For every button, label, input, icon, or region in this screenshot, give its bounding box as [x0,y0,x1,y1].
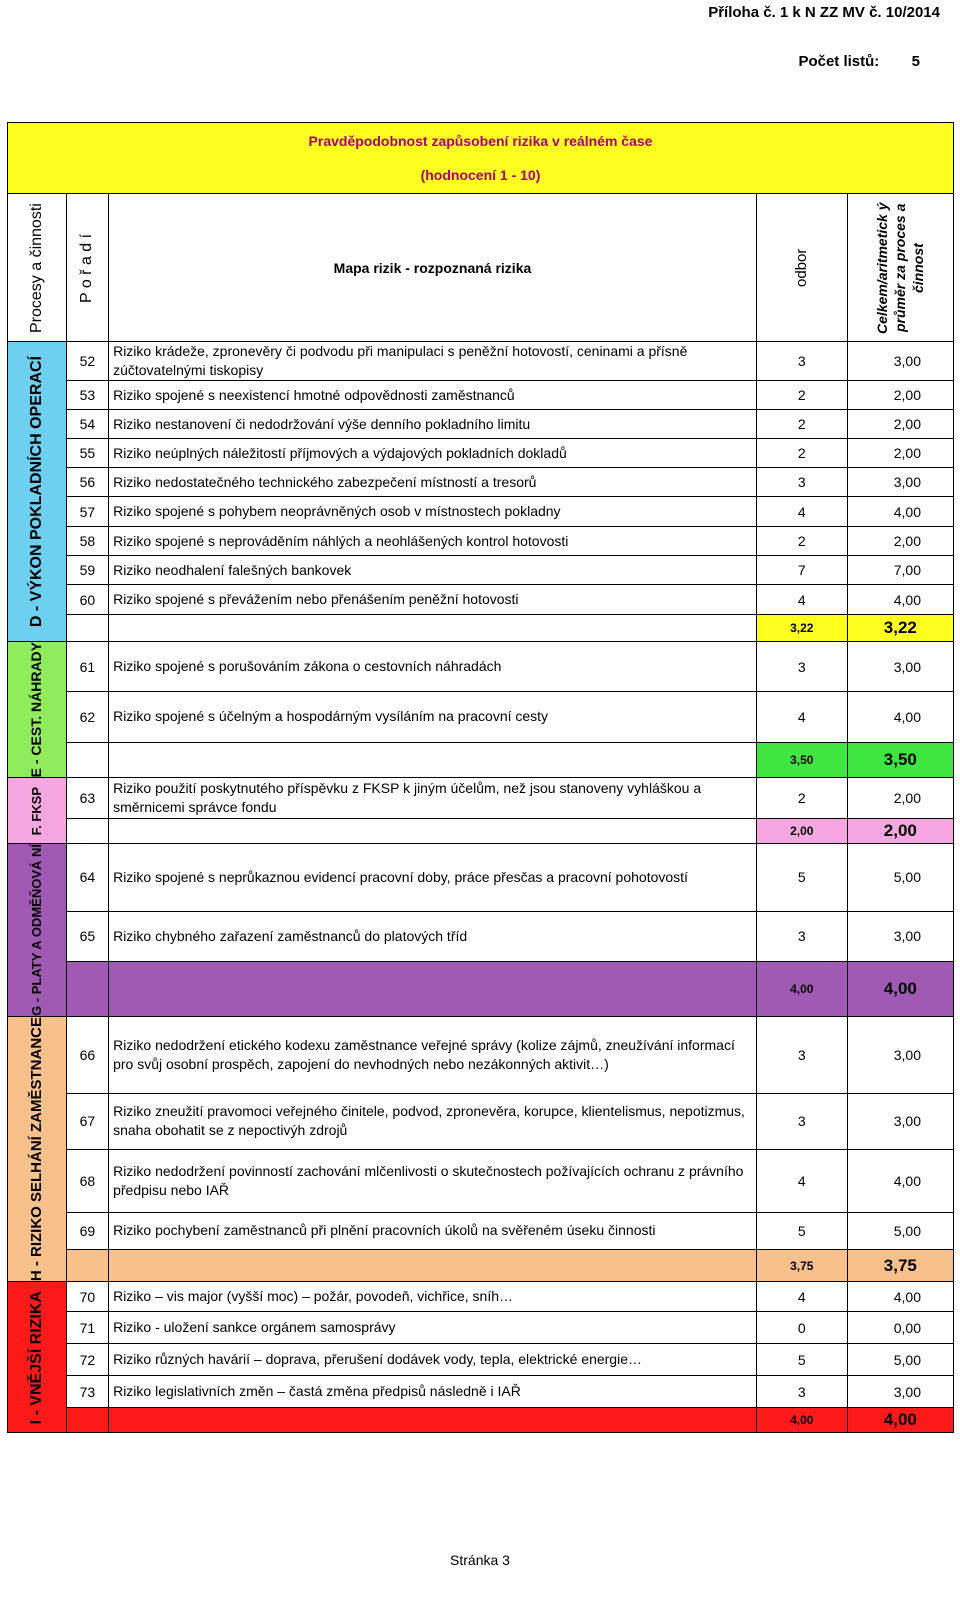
col-header-mapa: Mapa rizik - rozpoznaná rizika [109,194,757,342]
row-number: 52 [66,342,108,381]
row-number: 66 [66,1017,108,1094]
risk-description: Riziko nedodržení povinností zachování mlčenlivosti o skutečnostech požívajících ochranu z právního předpisu nebo IAŘ [109,1149,757,1212]
risk-description: Riziko nestanovení či nedodržování výše denního pokladního limitu [109,410,757,439]
table-row [8,497,954,527]
group-summary-odbor: 2,00 [756,819,847,844]
odbor-value: 3 [756,342,847,381]
celkem-value: 2,00 [847,439,953,468]
group-summary-celkem: 3,22 [847,615,953,642]
row-number: 69 [66,1213,108,1249]
sheet-count-label: Počet listů: [798,53,880,70]
risk-description: Riziko legislativních změn – častá změna předpisů následně i IAŘ [109,1376,757,1408]
row-number: 70 [66,1282,108,1312]
group-summary-celkem: 4,00 [847,961,953,1016]
group-label: H - RIZIKO SELHÁNÍ ZAMĚSTNANCE [8,1017,67,1282]
table-title-line2: (hodnocení 1 - 10) [420,167,541,183]
table-row [8,1093,954,1149]
risk-description: Riziko - uložení sankce orgánem samosprávy [109,1312,757,1344]
col-header-celkem: Celkem/aritmetick ý průměr za proces a činnost [847,194,953,342]
celkem-value: 3,00 [847,468,953,497]
odbor-value: 2 [756,527,847,556]
table-row [8,468,954,497]
odbor-value: 5 [756,1213,847,1249]
celkem-value: 5,00 [847,844,953,911]
row-number: 65 [66,911,108,961]
risk-description: Riziko krádeže, zpronevěry či podvodu při manipulaci s peněžní hotovostí, ceninami a přísně zúčtovatelnými tiskopisy [109,342,757,381]
group-label: G - PLATY A ODMĚŇOVÁ NÍ [8,844,67,1017]
celkem-value: 3,00 [847,642,953,692]
table-title [8,123,954,194]
sheet-count-value: 5 [911,53,920,70]
celkem-value: 4,00 [847,585,953,615]
celkem-value: 3,00 [847,1376,953,1408]
celkem-value: 2,00 [847,527,953,556]
celkem-value: 4,00 [847,692,953,742]
celkem-value: 3,00 [847,342,953,381]
row-number: 62 [66,692,108,742]
table-row [8,1282,954,1312]
odbor-value: 3 [756,642,847,692]
risk-description: Riziko spojené s účelným a hospodárným vysíláním na pracovní cesty [109,692,757,742]
celkem-value: 3,00 [847,911,953,961]
odbor-value: 5 [756,1344,847,1376]
annex-reference: Příloha č. 1 k N ZZ MV č. 10/2014 [708,4,940,21]
group-summary-odbor: 3,22 [756,615,847,642]
celkem-value: 5,00 [847,1344,953,1376]
table-row [8,1017,954,1094]
table-row [8,1376,954,1408]
group-label: F. FKSP [8,778,67,844]
table-row [8,381,954,410]
celkem-value: 4,00 [847,497,953,527]
table-row [8,1149,954,1212]
odbor-value: 2 [756,381,847,410]
group-summary-row [8,742,954,778]
celkem-value: 7,00 [847,556,953,585]
group-summary-celkem: 4,00 [847,1408,953,1433]
odbor-value: 4 [756,1282,847,1312]
group-label: D - VÝKON POKLADNÍCH OPERACÍ [8,342,67,642]
group-summary-odbor: 3,50 [756,742,847,778]
celkem-value: 2,00 [847,778,953,819]
row-number: 53 [66,381,108,410]
empty-cell [66,742,108,778]
row-number: 67 [66,1093,108,1149]
odbor-value: 2 [756,410,847,439]
risk-description: Riziko pochybení zaměstnanců při plnění pracovních úkolů na svěřeném úseku činnosti [109,1213,757,1249]
odbor-value: 2 [756,778,847,819]
table-row [8,692,954,742]
table-row [8,778,954,819]
col-header-procesy: Procesy a činnosti [8,194,67,342]
risk-description: Riziko neúplných náležitostí příjmových a výdajových pokladních dokladů [109,439,757,468]
risk-description: Riziko spojené s pohybem neoprávněných osob v místnostech pokladny [109,497,757,527]
empty-cell [109,1249,757,1282]
celkem-value: 4,00 [847,1282,953,1312]
odbor-value: 3 [756,911,847,961]
empty-cell [109,1408,757,1433]
row-number: 54 [66,410,108,439]
odbor-value: 4 [756,1149,847,1212]
risk-description: Riziko zneužití pravomoci veřejného činitele, podvod, zpronevěra, korupce, klientelismus, nepotizmus, snaha obohatit se z nepoctivýh zdrojů [109,1093,757,1149]
celkem-value: 0,00 [847,1312,953,1344]
row-number: 72 [66,1344,108,1376]
row-number: 63 [66,778,108,819]
risk-description: Riziko spojené s neprůkaznou evidencí pracovní doby, práce přesčas a pracovní pohotovostí [109,844,757,911]
table-row [8,844,954,911]
row-number: 59 [66,556,108,585]
col-header-odbor: odbor [756,194,847,342]
celkem-value: 5,00 [847,1213,953,1249]
row-number: 68 [66,1149,108,1212]
row-number: 56 [66,468,108,497]
table-row [8,556,954,585]
sheet-count [798,53,920,70]
table-row [8,1312,954,1344]
row-number: 58 [66,527,108,556]
risk-description: Riziko spojené s neexistencí hmotné odpovědnosti zaměstnanců [109,381,757,410]
group-summary-celkem: 3,50 [847,742,953,778]
group-summary-row [8,615,954,642]
odbor-value: 3 [756,1093,847,1149]
group-label: I - VNĚJŠÍ RIZIKA [8,1282,67,1433]
risk-description: Riziko chybného zařazení zaměstnanců do platových tříd [109,911,757,961]
row-number: 73 [66,1376,108,1408]
row-number: 57 [66,497,108,527]
row-number: 60 [66,585,108,615]
celkem-value: 4,00 [847,1149,953,1212]
group-label: E - CEST. NÁHRADY [8,642,67,778]
empty-cell [66,1249,108,1282]
odbor-value: 5 [756,844,847,911]
group-summary-row [8,961,954,1016]
table-row [8,439,954,468]
risk-description: Riziko spojené s neprováděním náhlých a neohlášených kontrol hotovosti [109,527,757,556]
table-row [8,1344,954,1376]
odbor-value: 7 [756,556,847,585]
celkem-value: 2,00 [847,410,953,439]
page-number: Stránka 3 [450,1552,510,1568]
group-summary-celkem: 2,00 [847,819,953,844]
empty-cell [66,819,108,844]
risk-description: Riziko – vis major (vyšší moc) – požár, povodeň, vichřice, sníh… [109,1282,757,1312]
table-row [8,642,954,692]
odbor-value: 4 [756,497,847,527]
celkem-value: 3,00 [847,1093,953,1149]
table-row [8,1213,954,1249]
empty-cell [109,819,757,844]
celkem-value: 2,00 [847,381,953,410]
odbor-value: 3 [756,1017,847,1094]
table-row [8,410,954,439]
risk-description: Riziko použití poskytnutého příspěvku z FKSP k jiným účelům, než jsou stanoveny vyhláškou a směrnicemi správce fondu [109,778,757,819]
row-number: 61 [66,642,108,692]
table-title-line1: Pravděpodobnost zapůsobení rizika v reálném čase [308,133,653,149]
odbor-value: 4 [756,692,847,742]
row-number: 71 [66,1312,108,1344]
empty-cell [66,615,108,642]
celkem-value: 3,00 [847,1017,953,1094]
group-summary-odbor: 4,00 [756,961,847,1016]
empty-cell [109,961,757,1016]
col-header-poradi: P o ř a d í [66,194,108,342]
group-summary-odbor: 4,00 [756,1408,847,1433]
row-number: 64 [66,844,108,911]
odbor-value: 0 [756,1312,847,1344]
empty-cell [66,961,108,1016]
group-summary-row [8,1408,954,1433]
empty-cell [66,1408,108,1433]
odbor-value: 3 [756,468,847,497]
table-row [8,911,954,961]
group-summary-odbor: 3,75 [756,1249,847,1282]
odbor-value: 2 [756,439,847,468]
table-row [8,527,954,556]
group-summary-celkem: 3,75 [847,1249,953,1282]
risk-description: Riziko nedostatečného technického zabezpečení místností a tresorů [109,468,757,497]
table-row [8,342,954,381]
group-summary-row [8,819,954,844]
group-summary-row [8,1249,954,1282]
odbor-value: 4 [756,585,847,615]
risk-description: Riziko neodhalení falešných bankovek [109,556,757,585]
table-row [8,585,954,615]
risk-description: Riziko spojené s porušováním zákona o cestovních náhradách [109,642,757,692]
empty-cell [109,615,757,642]
risk-description: Riziko různých havárií – doprava, přerušení dodávek vody, tepla, elektrické energie… [109,1344,757,1376]
odbor-value: 3 [756,1376,847,1408]
risk-table [7,122,954,1433]
empty-cell [109,742,757,778]
risk-description: Riziko nedodržení etického kodexu zaměstnance veřejné správy (kolize zájmů, zneužívání informací pro svůj osobní prospěch, zapojení do nevhodných nebo nezákonných aktivit…) [109,1017,757,1094]
risk-description: Riziko spojené s převážením nebo přenášením peněžní hotovosti [109,585,757,615]
row-number: 55 [66,439,108,468]
